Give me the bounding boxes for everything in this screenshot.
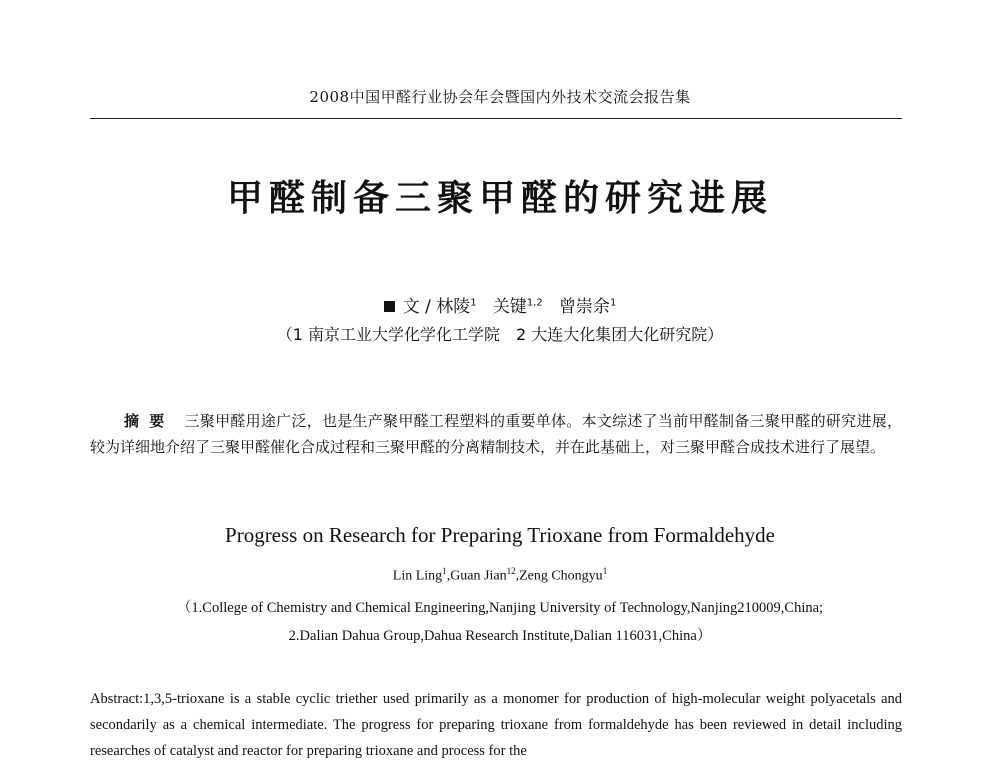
author-name-en: Zeng Chongyu — [519, 568, 603, 584]
author-prefix: 文 / — [402, 297, 437, 317]
author-name-en: Guan Jian — [450, 568, 507, 584]
proceedings-header: 2008中国甲醛行业协会年会暨国内外技术交流会报告集 — [309, 88, 691, 106]
paper-title-cn: 甲醛制备三聚甲醛的研究进展 — [226, 177, 773, 219]
affiliation-cn: （1 南京工业大学化学化工学院 2 大连大化集团大化研究院） — [276, 325, 724, 344]
abstract-label-en: Abstract: — [90, 691, 144, 707]
author-name: 曾崇余 — [558, 297, 610, 317]
author-superscript: 1 — [609, 297, 617, 309]
header-rule — [90, 118, 902, 119]
abstract-label-cn: 摘要 — [124, 412, 175, 430]
author-superscript: 1,2 — [526, 297, 543, 309]
author-superscript-en: 1 — [442, 566, 447, 576]
abstract-text-cn: 三聚甲醛用途广泛，也是生产聚甲醛工程塑料的重要单体。本文综述了当前甲醛制备三聚甲醛的研究进展，较为详细地介绍了三聚甲醛催化合成过程和三聚甲醛的分离精制技术，并在此基础上，对三聚甲醛合成技术进行了展望。 — [90, 412, 902, 456]
paper-title-en: Progress on Research for Preparing Trioxane from Formaldehyde — [225, 523, 775, 547]
author-line-en: Lin Ling$^1$,Guan Jian$^{12}$,Zeng Chongyu$^1$ — [392, 566, 608, 584]
affiliation-en-line1: （1.College of Chemistry and Chemical Engineering,Nanjing University of Technology,Nanjing210009,China; — [176, 600, 824, 616]
author-name-en: Lin Ling — [392, 568, 443, 584]
author-name: 关键 — [492, 297, 527, 317]
abstract-text-en: 1,3,5-trioxane is a stable cyclic triether used primarily as a monomer for production of high-molecular weight polyacetals and secondarily as a chemical intermediate. The progress for preparing trioxane from formaldehyde has been reviewed in detail including researches of catalyst and reactor for preparing trioxane and process for the — [90, 691, 902, 759]
abstract-cn — [90, 408, 902, 460]
author-name: 林陵 — [436, 297, 471, 317]
affiliation-en-line2: 2.Dalian Dahua Group,Dahua Research Institute,Dalian 116031,China） — [288, 628, 712, 644]
abstract-en — [90, 686, 902, 764]
author-superscript-en: 1 — [602, 566, 608, 576]
square-bullet-icon — [384, 301, 395, 312]
author-superscript: 1 — [470, 297, 477, 309]
author-superscript-en: 12 — [506, 566, 516, 576]
author-line-cn — [0, 292, 1000, 317]
